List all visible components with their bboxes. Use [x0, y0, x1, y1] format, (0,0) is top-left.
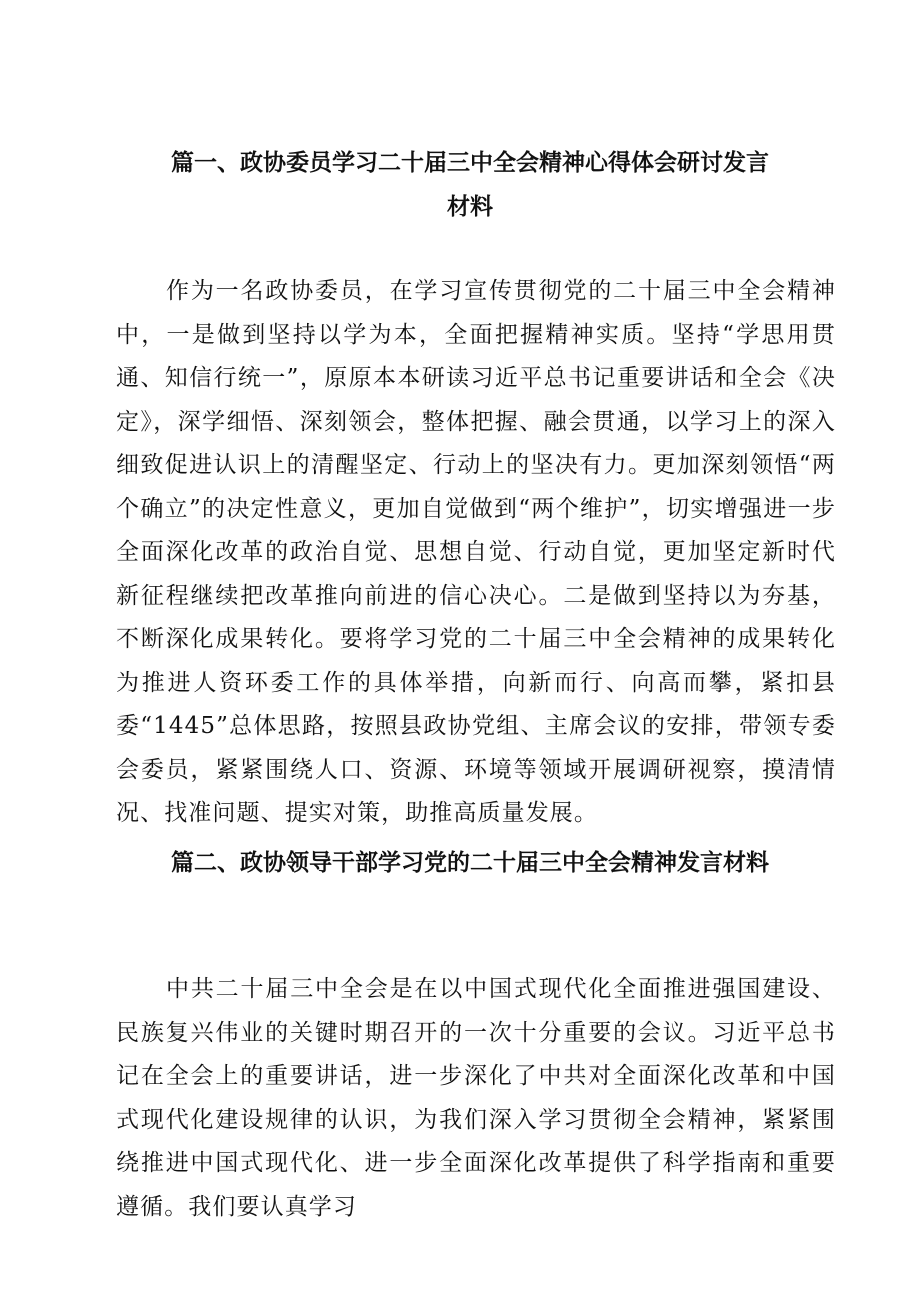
section-paragraph-1: 作为一名政协委员，在学习宣传贯彻党的二十届三中全会精神中，一是做到坚持以学为本，全面把握精神实质。坚持“学思用贯通、知信行统一”，原原本本研读习近平总书记重要讲话和全会《决定》，深学细悟、深刻领会，整体把握、融会贯通，以学习上的深入细致促进认识上的清醒坚定、行动上的坚决有力。更加深刻领悟“两个确立”的决定性意义，更加自觉做到“两个维护”，切实增强进一步全面深化改革的政治自觉、思想自觉、行动自觉，更加坚定新时代新征程继续把改革推向前进的信心决心。二是做到坚持以为夯基，不断深化成果转化。要将学习党的二十届三中全会精神的成果转化为推进人资环委工作的具体举措，向新而行、向高而攀，紧扣县委“1445”总体思路，按照县政协党组、主席会议的安排，带领专委会委员，紧紧围绕人口、资源、环境等领域开展调研视察，摸清情况、找准问题、提实对策，助推高质量发展。: [116, 278, 836, 826]
section-heading-2: 篇二、政协领导干部学习党的二十届三中全会精神发言材料: [171, 850, 769, 876]
section-heading-1: 篇一、政协委员学习二十届三中全会精神心得体会研讨发言材料: [171, 150, 769, 220]
section-paragraph-2: 中共二十届三中全会是在以中国式现代化全面推进强国建设、民族复兴伟业的关键时期召开的一次十分重要的会议。习近平总书记在全会上的重要讲话，进一步深化了中共对全面深化改革和中国式现代化建设规律的认识，为我们深入学习贯彻全会精神，紧紧围绕推进中国式现代化、进一步全面深化改革提供了科学指南和重要遵循。我们要认真学习: [116, 976, 836, 1220]
